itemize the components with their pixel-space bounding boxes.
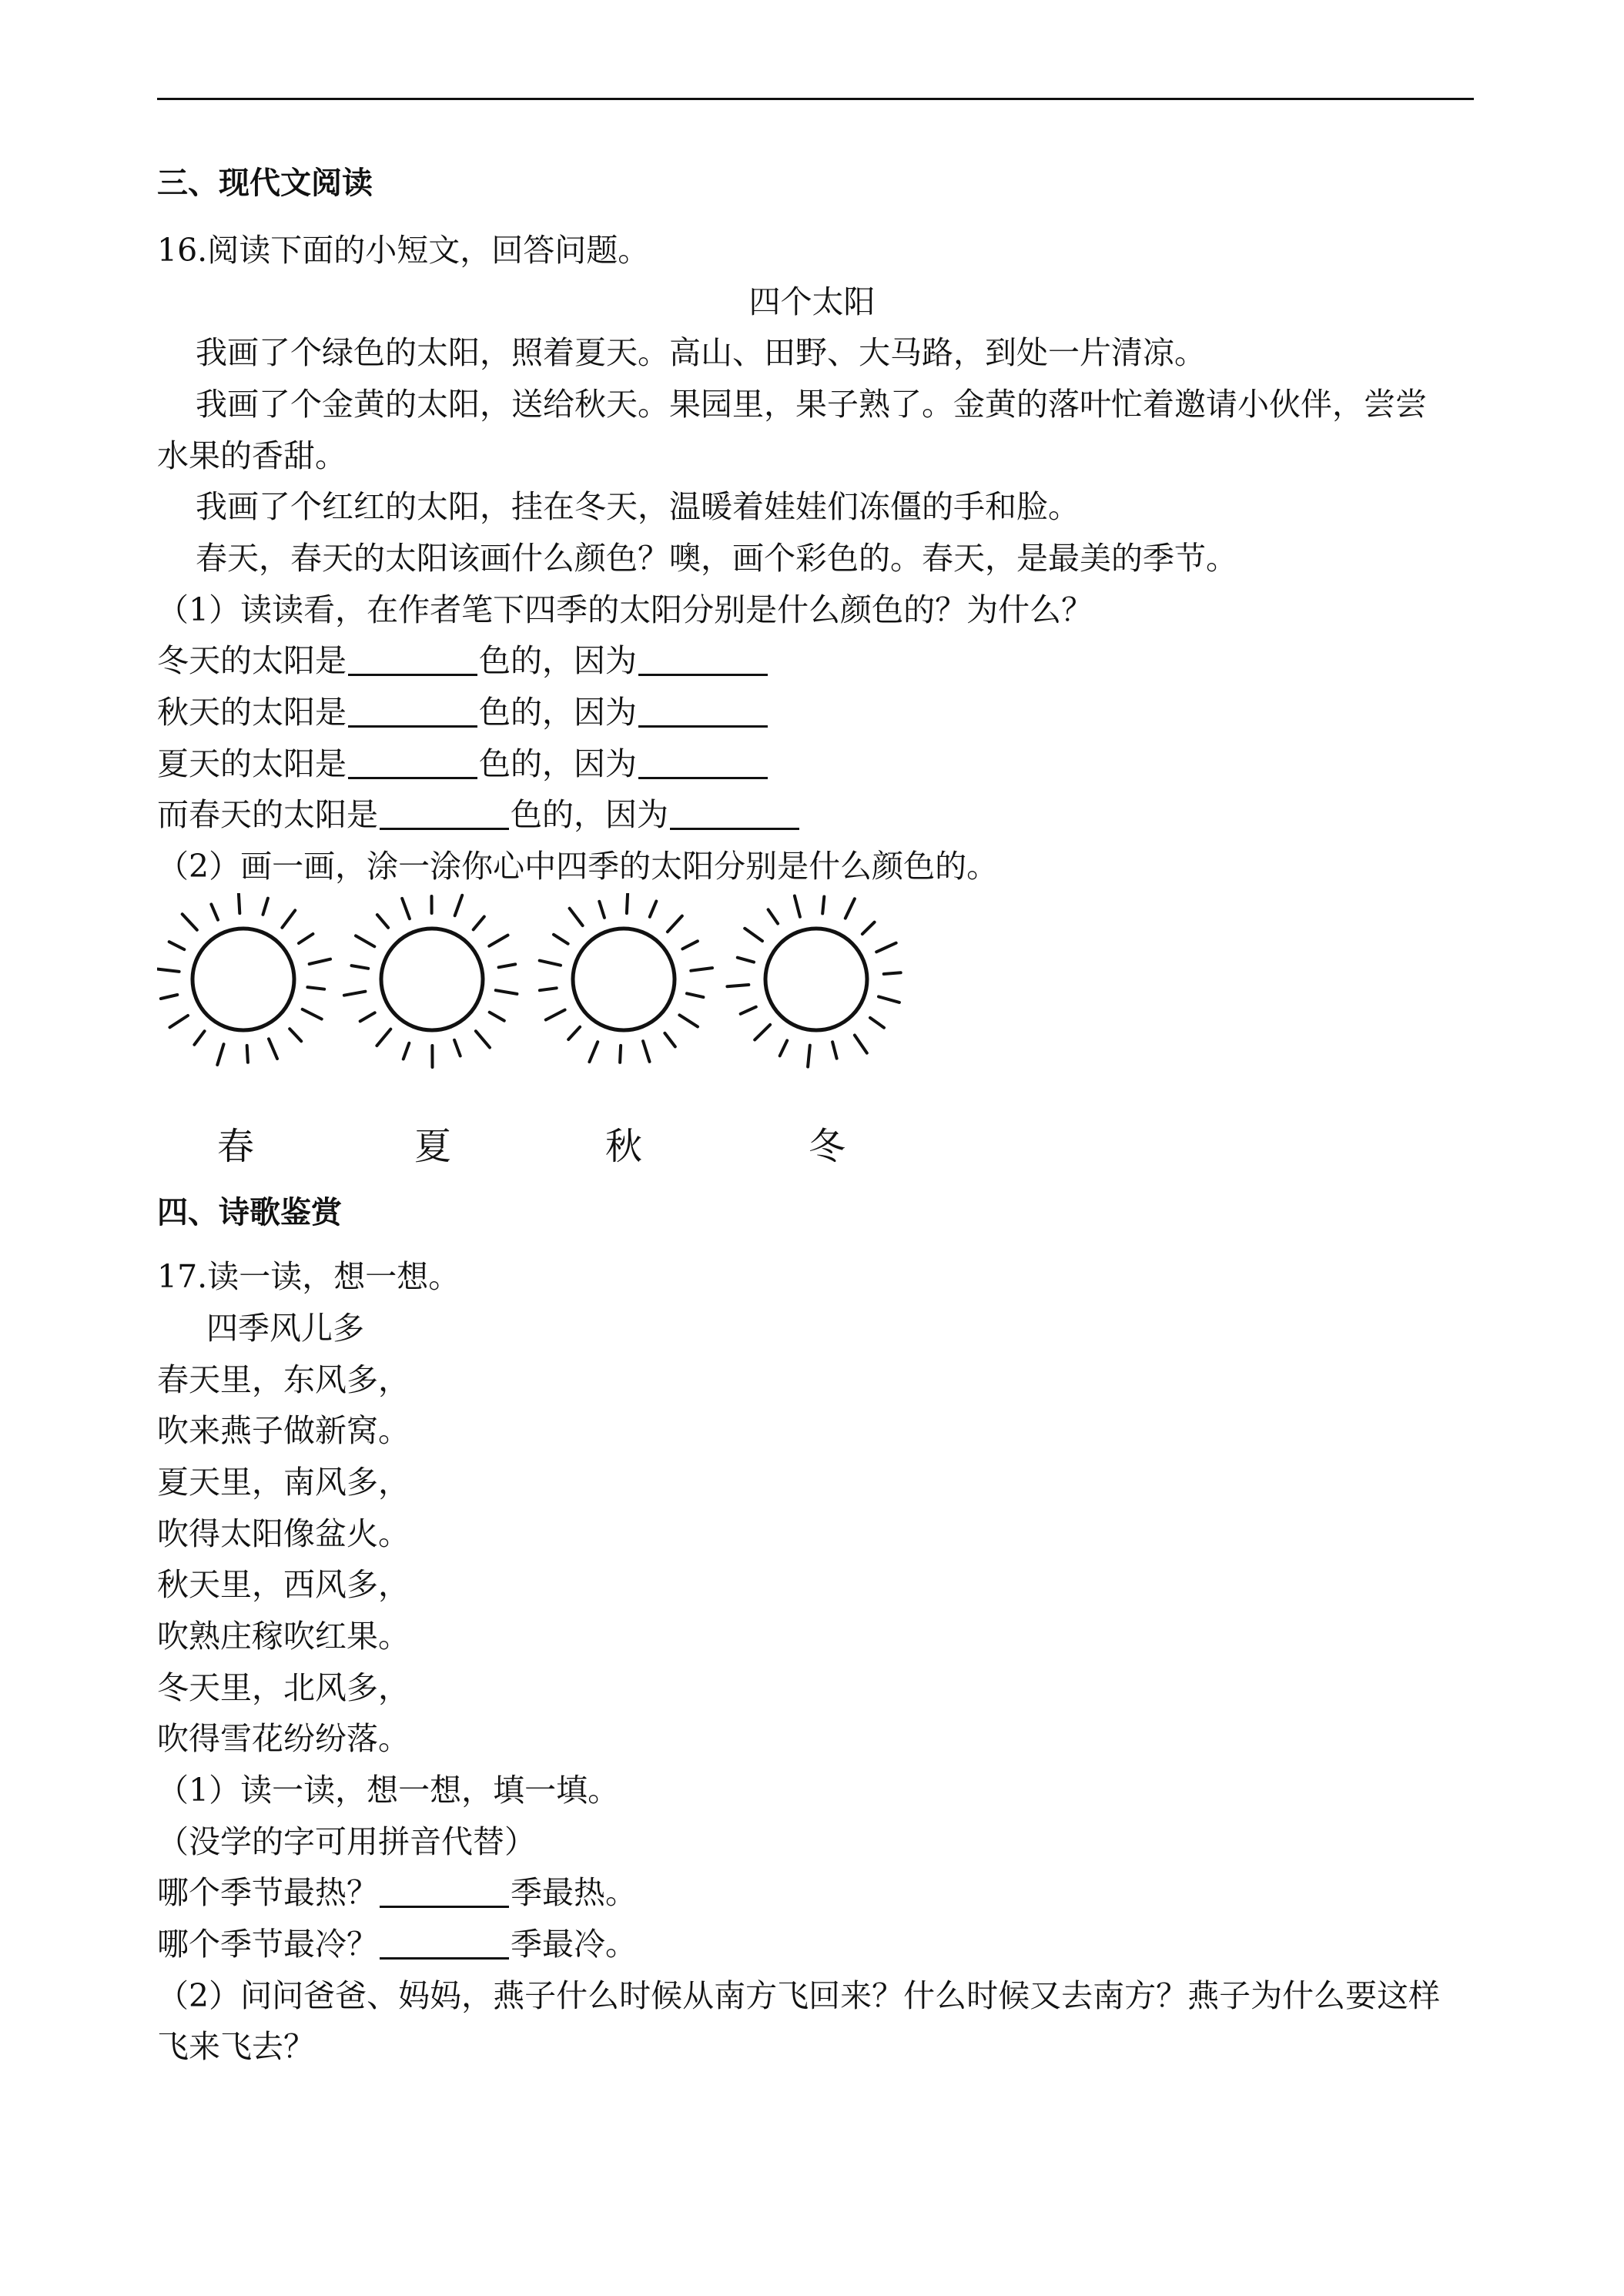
- season-label-spring: 春: [217, 1125, 255, 1168]
- fill-mid-text: 色的，因为: [511, 796, 668, 833]
- answer-blank[interactable]: [380, 828, 509, 830]
- season-labels: [0, 1125, 924, 1182]
- question-17-2-cont: 飞来飞去？: [157, 2028, 315, 2065]
- fill-mid-text: 色的，因为: [479, 745, 637, 782]
- poem-line: 吹来燕子做新窝。: [157, 1412, 410, 1449]
- fill-mid-text: 色的，因为: [479, 694, 637, 731]
- answer-blank[interactable]: [380, 1957, 509, 1960]
- question-16-1: （1）读读看，在作者笔下四季的太阳分别是什么颜色的？为什么？: [157, 591, 1093, 628]
- passage-title: 四个太阳: [748, 283, 876, 320]
- fill-line-spring: [157, 796, 801, 833]
- fill-suffix: 季最冷。: [511, 1926, 637, 1963]
- passage-paragraph-2: 我画了个金黄的太阳，送给秋天。果园里，果子熟了。金黄的落叶忙着邀请小伙伴，尝尝: [196, 386, 1427, 423]
- section-4-heading: 四、诗歌鉴赏: [157, 1195, 342, 1230]
- fill-line-hottest: [157, 1874, 637, 1911]
- answer-blank[interactable]: [348, 725, 477, 728]
- sun-spring-icon: [158, 893, 330, 1065]
- answer-blank[interactable]: [348, 674, 477, 676]
- fill-label: 秋天的太阳是: [157, 694, 347, 731]
- question-17-2: （2）问问爸爸、妈妈，燕子什么时候从南方飞回来？什么时候又去南方？燕子为什么要这样: [157, 1977, 1441, 2014]
- season-label-summer: 夏: [414, 1125, 452, 1168]
- fill-mid-text: 色的，因为: [479, 642, 637, 679]
- answer-blank[interactable]: [380, 1906, 509, 1908]
- sun-autumn-icon: [540, 893, 712, 1063]
- sun-summer-icon: [344, 895, 517, 1067]
- section-3-heading: 三、现代文阅读: [157, 166, 373, 201]
- poem-line: 秋天里，西风多，: [157, 1566, 410, 1603]
- question-17-intro: 17.读一读，想一想。: [157, 1258, 460, 1295]
- question-16-intro: 16.阅读下面的小短文，回答问题。: [157, 232, 650, 269]
- question-17-1-note: （没学的字可用拼音代替）: [157, 1823, 536, 1860]
- fill-label: 夏天的太阳是: [157, 745, 347, 782]
- passage-paragraph-3: 我画了个红红的太阳，挂在冬天，温暖着娃娃们冻僵的手和脸。: [196, 488, 1080, 525]
- sun-winter-icon: [727, 896, 900, 1067]
- fill-line-winter: [157, 642, 769, 679]
- fill-line-summer: [157, 745, 769, 782]
- fill-suffix: 季最热。: [511, 1874, 637, 1911]
- poem-line: 夏天里，南风多，: [157, 1464, 410, 1501]
- answer-blank[interactable]: [638, 725, 768, 728]
- fill-label: 冬天的太阳是: [157, 642, 347, 679]
- answer-blank[interactable]: [638, 777, 768, 779]
- fill-question: 哪个季节最热？: [157, 1874, 378, 1911]
- season-label-winter: 冬: [809, 1125, 846, 1168]
- answer-blank[interactable]: [638, 674, 768, 676]
- question-17-1: （1）读一读，想一想，填一填。: [157, 1772, 620, 1809]
- passage-paragraph-2-cont: 水果的香甜。: [157, 437, 347, 474]
- sun-drawings: [157, 893, 927, 1070]
- fill-line-autumn: [157, 694, 769, 731]
- question-16-2: （2）画一画，涂一涂你心中四季的太阳分别是什么颜色的。: [157, 848, 999, 885]
- passage-paragraph-1: 我画了个绿色的太阳，照着夏天。高山、田野、大马路，到处一片清凉。: [196, 334, 1206, 371]
- poem-line: 冬天里，北风多，: [157, 1669, 410, 1706]
- poem-line: 春天里，东风多，: [157, 1361, 410, 1398]
- passage-paragraph-4: 春天，春天的太阳该画什么颜色？噢，画个彩色的。春天，是最美的季节。: [196, 540, 1237, 577]
- poem-line: 吹熟庄稼吹红果。: [157, 1618, 410, 1655]
- fill-question: 哪个季节最冷？: [157, 1926, 378, 1963]
- answer-blank[interactable]: [670, 828, 799, 830]
- fill-label: 而春天的太阳是: [157, 796, 378, 833]
- season-label-autumn: 秋: [605, 1125, 643, 1168]
- fill-line-coldest: [157, 1926, 637, 1963]
- header-rule: [157, 98, 1474, 100]
- poem-line: 吹得雪花纷纷落。: [157, 1720, 410, 1757]
- answer-blank[interactable]: [348, 777, 477, 779]
- poem-line: 吹得太阳像盆火。: [157, 1515, 410, 1552]
- poem-title: 四季风儿多: [206, 1310, 364, 1347]
